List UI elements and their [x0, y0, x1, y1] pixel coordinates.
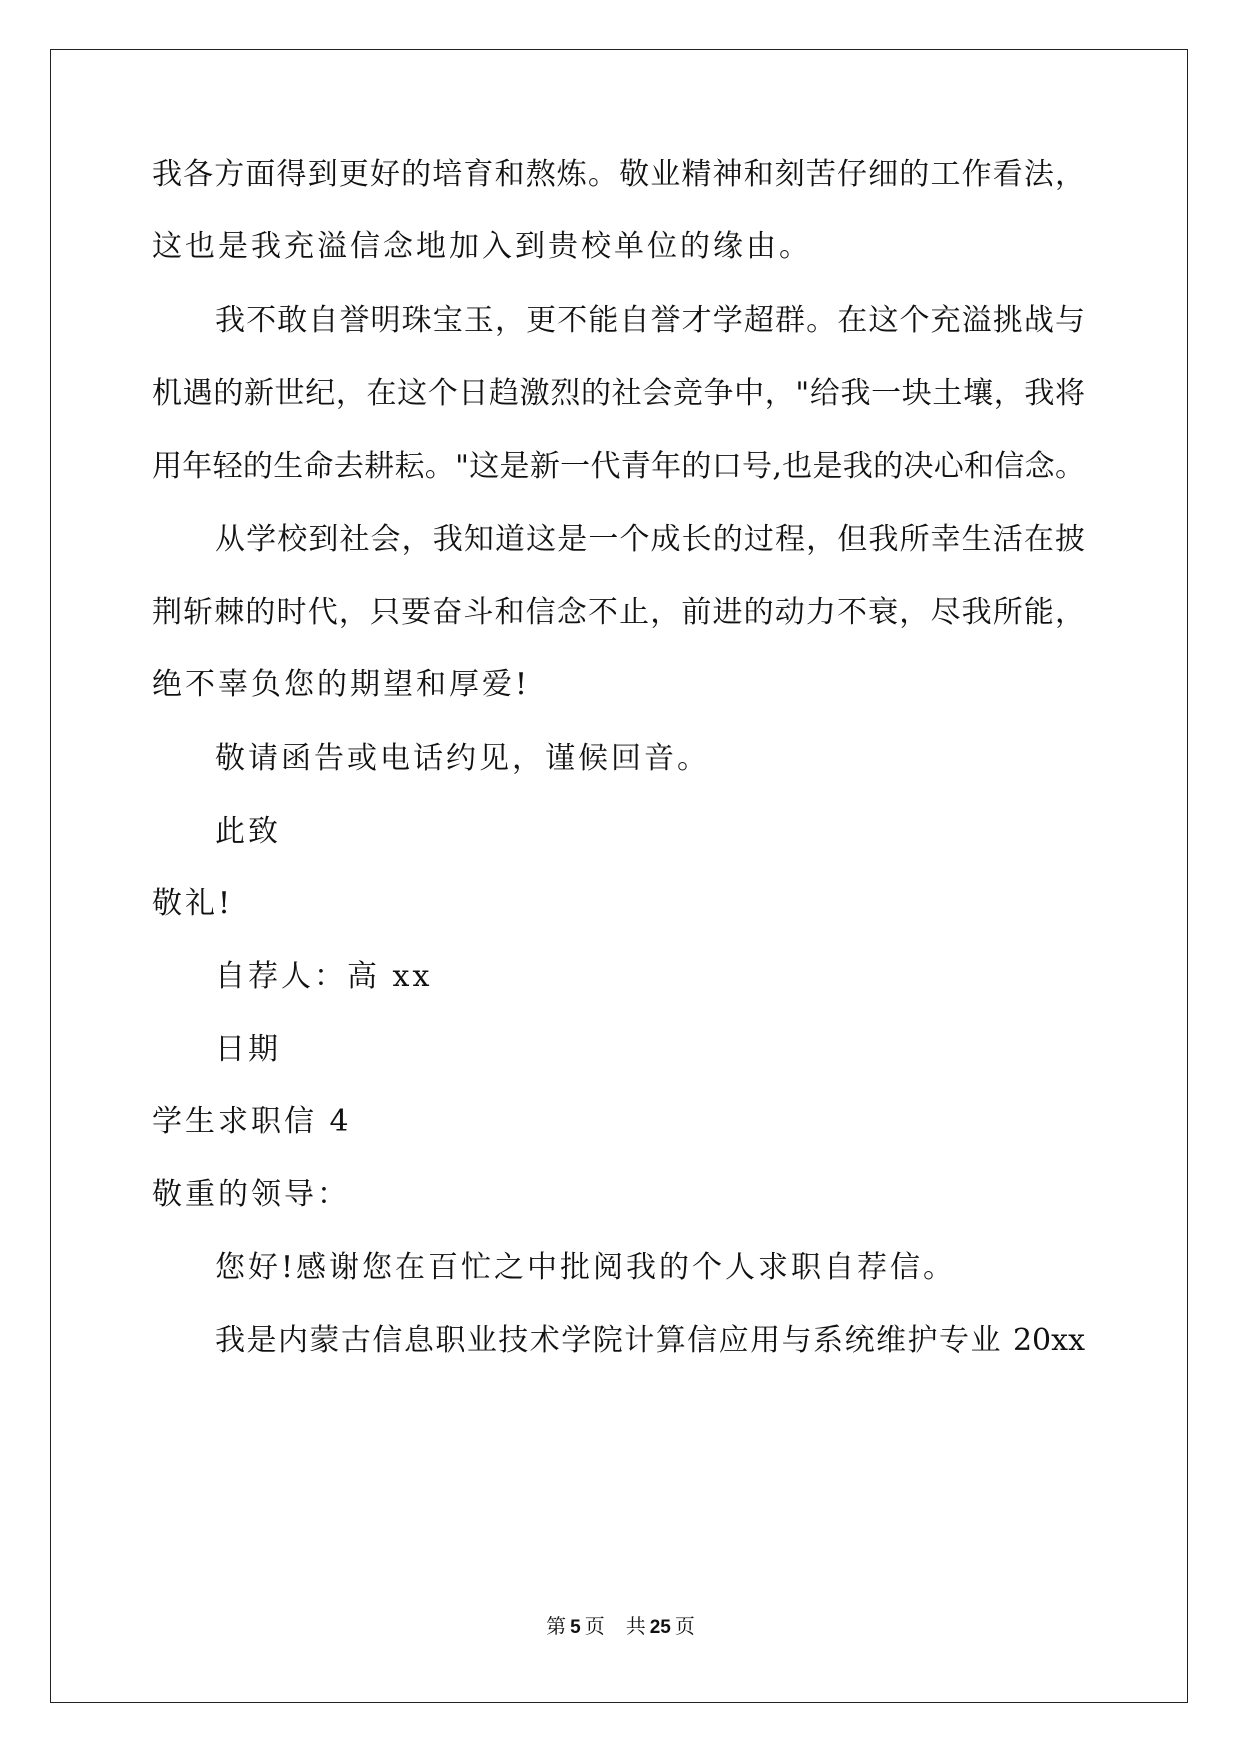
- paragraph-line-2: 这也是我充溢信念地加入到贵校单位的缘由。: [152, 229, 812, 264]
- paragraph-line-5: 用年轻的生命去耕耘。"这是新一代青年的口号,也是我的决心和信念。: [152, 449, 1085, 484]
- salutation-jingli: 敬礼!: [152, 886, 234, 921]
- paragraph-line-16: 您好!感谢您在百忙之中批阅我的个人求职自荐信。: [215, 1250, 957, 1285]
- greeting-line: 敬重的领导：: [152, 1177, 350, 1212]
- page-number: 5: [570, 1617, 581, 1638]
- salutation-cizhi: 此致: [215, 814, 281, 849]
- date-line: 日期: [215, 1032, 281, 1067]
- page-border: [50, 49, 1188, 1703]
- total-suffix: 页: [674, 1616, 695, 1638]
- section-heading: 学生求职信 4: [152, 1104, 352, 1139]
- paragraph-line-6: 从学校到社会，我知道这是一个成长的过程，但我所幸生活在披: [215, 522, 1085, 557]
- page-prefix: 第: [546, 1616, 567, 1638]
- paragraph-line-3: 我不敢自誉明珠宝玉，更不能自誉才学超群。在这个充溢挑战与: [215, 303, 1085, 338]
- page-indicator: [542, 1616, 609, 1638]
- signature-line: 自荐人：高 xx: [215, 959, 433, 994]
- page-suffix: 页: [584, 1616, 605, 1638]
- paragraph-line-17: 我是内蒙古信息职业技术学院计算信应用与系统维护专业 20xx: [215, 1323, 1085, 1358]
- total-pages: 25: [649, 1617, 671, 1638]
- page-footer: [0, 1610, 1241, 1639]
- paragraph-line-7: 荆斩棘的时代，只要奋斗和信念不止，前进的动力不衰，尽我所能，: [152, 595, 1085, 630]
- total-indicator: [622, 1616, 699, 1638]
- paragraph-line-1: 我各方面得到更好的培育和熬炼。敬业精神和刻苦仔细的工作看法，: [152, 157, 1085, 192]
- paragraph-line-8: 绝不辜负您的期望和厚爱!: [152, 667, 531, 702]
- closing-request: 敬请函告或电话约见，谨候回音。: [215, 741, 710, 776]
- total-prefix: 共: [625, 1616, 646, 1638]
- paragraph-line-4: 机遇的新世纪，在这个日趋激烈的社会竞争中，"给我一块土壤，我将: [152, 376, 1085, 411]
